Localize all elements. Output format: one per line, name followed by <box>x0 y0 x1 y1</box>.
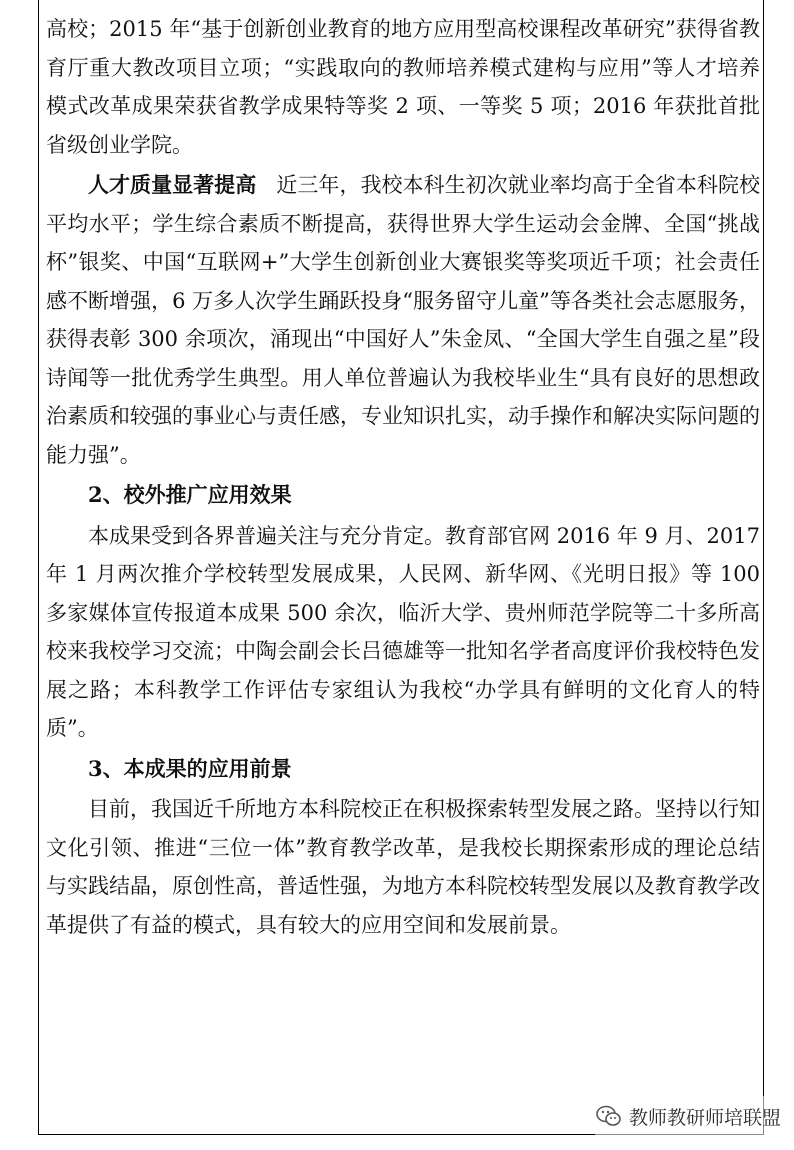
watermark-text: 教师教研师培联盟 <box>629 1106 782 1129</box>
paragraph-talent-quality <box>46 166 760 474</box>
section-2-heading: 2、校外推广应用效果 <box>88 482 292 507</box>
section-3-heading: 3、本成果的应用前景 <box>88 755 292 781</box>
watermark <box>595 1096 781 1136</box>
talent-body-text: 近三年，我校本科生初次就业率均高于全省本科院校平均水平；学生综合素质不断提高，获得世界大学生运动会金牌、全国“挑战杯”银奖、中国“互联网+”大学生创新创业大赛银奖等奖项近千项；社会责任感不断增强，6 万多人次学生踊跃投身“服务留守儿童”等各类社会志愿服务，获得表彰 300 余项次，涌现出“中国好人”朱金凤、“全国大学生自强之星”段诗闻等一批优秀学生典型。用人单位普遍认为我校毕业生“具有良好的思想政治素质和较强的事业心与责任感，专业知识扎实，动手操作和解决实际问题的能力强”。 <box>46 173 761 467</box>
section-2-paragraph: 本成果受到各界普遍关注与充分肯定。教育部官网 2016 年 9 月、2017 年 1 月两次推介学校转型发展成果，人民网、新华网、《光明日报》等 100 多家媒体宣传报道本成果 500 余次，临沂大学、贵州师范学院等二十多所高校来我校学习交流；中陶会副会长吕德雄等一批知名学者高度评价我校特色发展之路；本科教学工作评估专家组认为我校“办学具有鲜明的文化育人的特质”。 <box>46 523 760 740</box>
document-body <box>46 10 760 946</box>
talent-lead-phrase: 人才质量显著提高 <box>88 172 257 197</box>
paragraph-top: 高校；2015 年“基于创新创业教育的地方应用型高校课程改革研究”获得省教育厅重大教改项目立项；“实践取向的教师培养模式建构与应用”等人才培养模式改革成果荣获省教学成果特等奖 2 项、一等奖 5 项；2016 年获批首批省级创业学院。 <box>46 17 760 157</box>
section-3-paragraph: 目前，我国近千所地方本科院校正在积极探索转型发展之路。坚持以行知文化引领、推进“三位一体”教育教学改革，是我校长期探索形成的理论总结与实践结晶，原创性高，普适性强，为地方本科院校转型发展以及教育教学改革提供了有益的模式，具有较大的应用空间和发展前景。 <box>46 797 760 937</box>
wechat-icon <box>595 1102 623 1130</box>
